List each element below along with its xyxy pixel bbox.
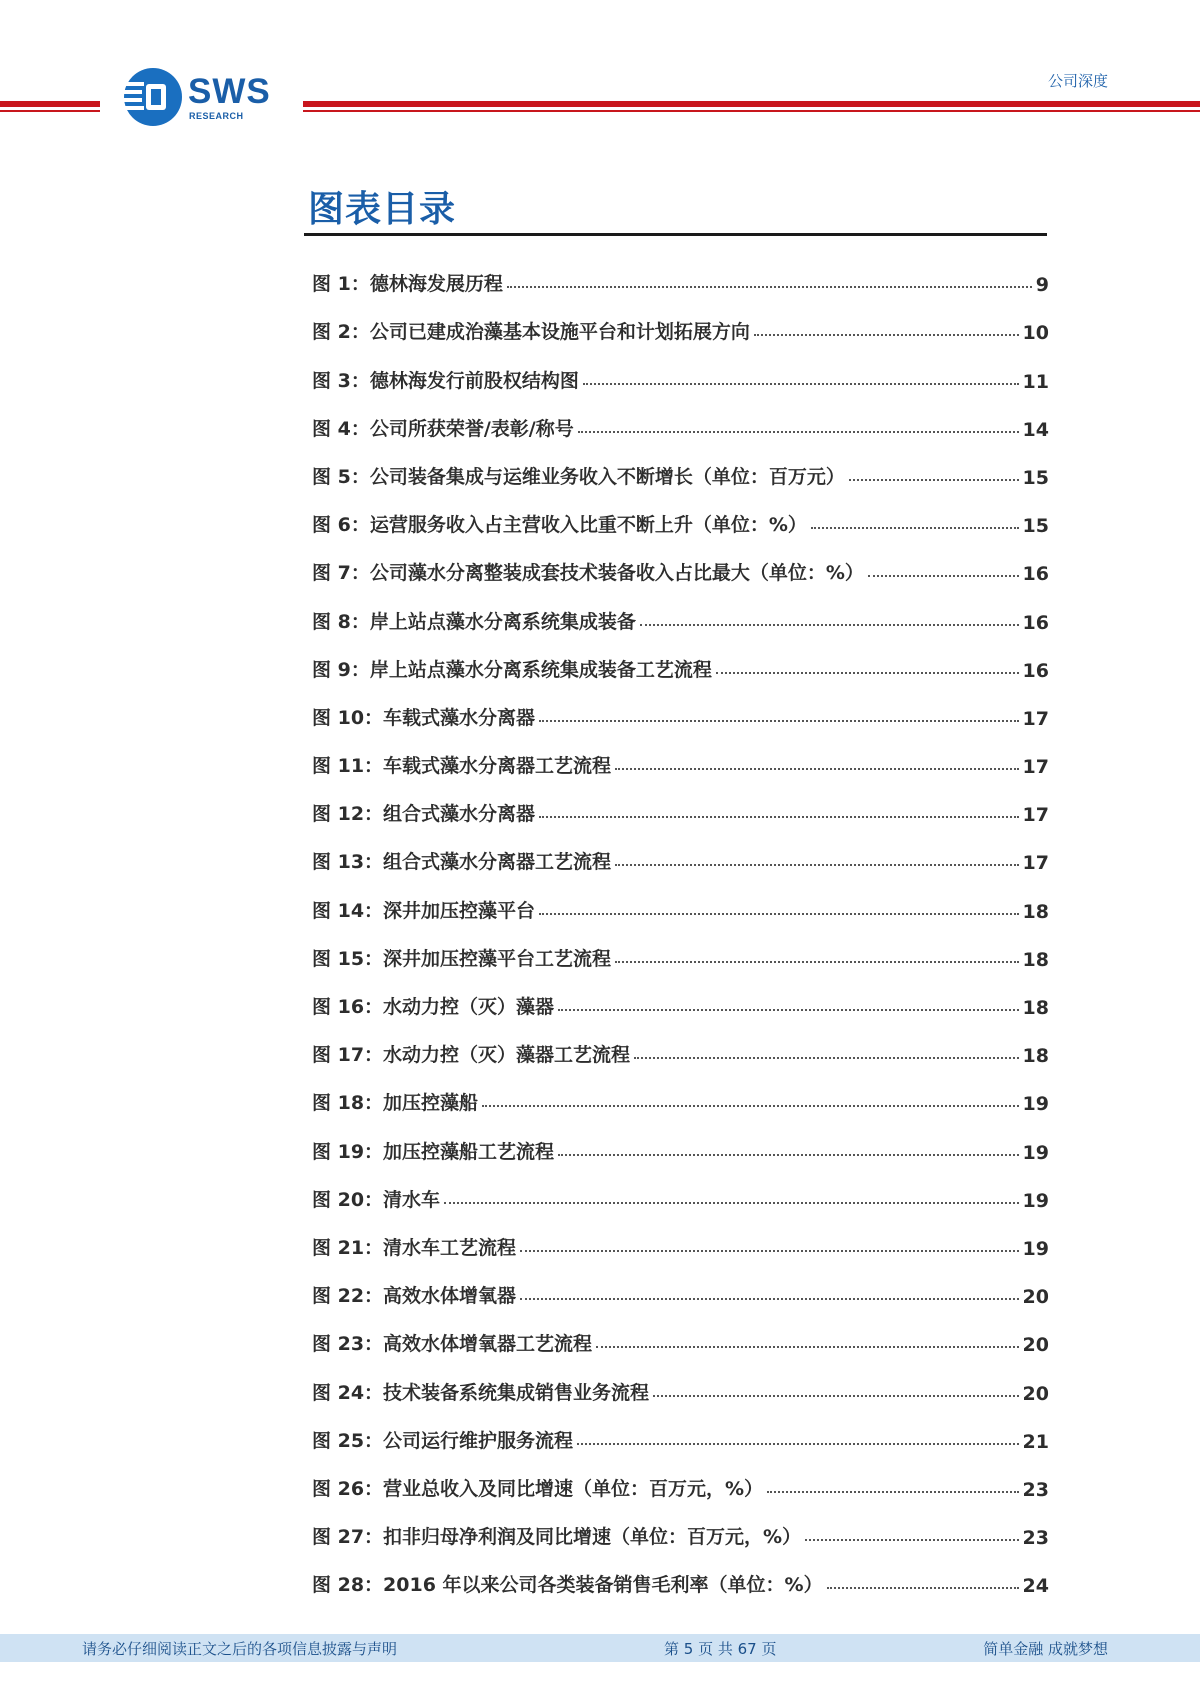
toc-leader-dots — [615, 864, 1018, 866]
toc-entry[interactable] — [312, 1549, 1049, 1597]
toc-entry-page: 23 — [1022, 1527, 1049, 1550]
toc-entry-label: 图 14：深井加压控藻平台 — [312, 899, 536, 922]
toc-entry-page: 23 — [1022, 1478, 1049, 1501]
toc-leader-dots — [539, 720, 1018, 722]
toc-leader-dots — [827, 1587, 1019, 1589]
page-title: 图表目录 — [308, 189, 457, 230]
toc-leader-dots — [444, 1202, 1018, 1204]
document-type: 公司深度 — [1047, 72, 1108, 90]
toc-entry-label: 图 2：公司已建成治藻基本设施平台和计划拓展方向 — [312, 321, 750, 344]
toc-entry-label: 图 21：清水车工艺流程 — [312, 1236, 517, 1259]
toc-entry-page: 10 — [1022, 322, 1049, 345]
toc-leader-dots — [539, 913, 1018, 915]
toc-entry-page: 17 — [1022, 852, 1049, 875]
toc-entry-label: 图 10：车载式藻水分离器 — [312, 706, 536, 729]
toc-entry-page: 18 — [1022, 1045, 1049, 1068]
toc-leader-dots — [520, 1250, 1018, 1252]
toc-leader-dots — [539, 816, 1018, 818]
toc-entry-page: 18 — [1022, 997, 1049, 1019]
toc-entry-label: 图 19：加压控藻船工艺流程 — [312, 1140, 555, 1163]
toc-entry-label: 图 11：车载式藻水分离器工艺流程 — [312, 755, 612, 778]
logo-text: SWS — [188, 72, 271, 111]
toc-entry-page: 19 — [1022, 1093, 1049, 1116]
toc-entry-label: 图 18：加压控藻船 — [312, 1092, 479, 1115]
toc-entry-page: 19 — [1022, 1141, 1049, 1164]
toc-leader-dots — [716, 672, 1019, 674]
toc-entry[interactable] — [312, 730, 1049, 778]
toc-entry-label: 图 13：组合式藻水分离器工艺流程 — [312, 851, 612, 874]
toc-entry-page: 16 — [1022, 659, 1049, 682]
toc-leader-dots — [558, 1009, 1018, 1011]
toc-entry[interactable] — [312, 1501, 1049, 1549]
toc-entry-page: 16 — [1022, 563, 1049, 586]
toc-entry[interactable] — [312, 296, 1049, 344]
toc-leader-dots — [583, 383, 1019, 385]
toc-leader-dots — [507, 286, 1032, 288]
toc-entry-page: 17 — [1022, 707, 1049, 730]
toc-entry-page: 24 — [1022, 1575, 1049, 1598]
toc-entry-page: 21 — [1022, 1430, 1049, 1453]
toc-entry-label: 图 15：深井加压控藻平台工艺流程 — [312, 947, 612, 970]
toc-entry-page: 18 — [1022, 900, 1049, 923]
toc-entry[interactable] — [312, 248, 1049, 296]
toc-entry[interactable] — [312, 1453, 1049, 1501]
toc-entry[interactable] — [312, 1212, 1049, 1260]
toc-entry[interactable] — [312, 778, 1049, 826]
toc-entry-page: 18 — [1022, 948, 1049, 971]
toc-entry-page: 17 — [1022, 756, 1049, 779]
toc-entry-page: 19 — [1022, 1189, 1049, 1212]
table-of-figures — [312, 248, 1049, 1597]
footer-slogan: 简单金融 成就梦想 — [983, 1640, 1108, 1658]
sws-logo — [122, 66, 282, 132]
toc-entry-label: 图 9：岸上站点藻水分离系统集成装备工艺流程 — [312, 658, 712, 681]
toc-entry-page: 11 — [1022, 370, 1049, 393]
toc-entry-page: 16 — [1022, 611, 1049, 634]
toc-leader-dots — [767, 1491, 1018, 1493]
toc-leader-dots — [811, 527, 1019, 529]
toc-entry-label: 图 24：技术装备系统集成销售业务流程 — [312, 1381, 650, 1404]
toc-entry-label: 图 27：扣非归母净利润及同比增速（单位：百万元，%） — [312, 1526, 802, 1549]
toc-entry-page: 20 — [1022, 1382, 1049, 1405]
toc-entry[interactable] — [312, 537, 1049, 585]
toc-entry[interactable] — [312, 826, 1049, 874]
toc-leader-dots — [868, 575, 1019, 577]
toc-leader-dots — [653, 1395, 1018, 1397]
toc-entry[interactable] — [312, 441, 1049, 489]
toc-leader-dots — [640, 624, 1019, 626]
logo-subtext: RESEARCH — [189, 111, 244, 121]
toc-leader-dots — [615, 768, 1018, 770]
toc-entry-label: 图 20：清水车 — [312, 1188, 441, 1211]
toc-entry[interactable] — [312, 1067, 1049, 1115]
toc-entry-page: 15 — [1022, 466, 1049, 489]
toc-entry-label: 图 6：运营服务收入占主营收入比重不断上升（单位：%） — [312, 514, 807, 537]
toc-leader-dots — [596, 1346, 1018, 1348]
toc-entry-label: 图 17：水动力控（灭）藻器工艺流程 — [312, 1044, 631, 1067]
toc-entry-label: 图 23：高效水体增氧器工艺流程 — [312, 1333, 593, 1356]
toc-entry[interactable] — [312, 1405, 1049, 1453]
toc-entry-page: 14 — [1022, 418, 1049, 441]
toc-entry[interactable] — [312, 1260, 1049, 1308]
toc-entry[interactable] — [312, 585, 1049, 633]
toc-entry-page: 17 — [1022, 804, 1049, 827]
toc-entry-label: 图 12：组合式藻水分离器 — [312, 803, 536, 826]
toc-entry[interactable] — [312, 634, 1049, 682]
toc-entry-label: 图 7：公司藻水分离整装成套技术装备收入占比最大（单位：%） — [312, 562, 864, 585]
toc-leader-dots — [634, 1057, 1018, 1059]
header-rule-right — [303, 101, 1200, 107]
toc-entry-label: 图 1：德林海发展历程 — [312, 273, 503, 296]
sws-globe-icon — [122, 66, 184, 128]
toc-entry[interactable] — [312, 344, 1049, 392]
header-rule-right-thin — [303, 110, 1200, 112]
toc-entry-page: 20 — [1022, 1286, 1049, 1309]
toc-leader-dots — [482, 1105, 1018, 1107]
toc-entry-label: 图 28：2016 年以来公司各类装备销售毛利率（单位：%） — [312, 1574, 823, 1597]
toc-entry-page: 15 — [1022, 515, 1049, 538]
toc-entry[interactable] — [312, 923, 1049, 971]
toc-entry[interactable] — [312, 489, 1049, 537]
toc-entry[interactable] — [312, 1019, 1049, 1067]
toc-leader-dots — [558, 1154, 1018, 1156]
toc-entry-label: 图 5：公司装备集成与运维业务收入不断增长（单位：百万元） — [312, 465, 845, 488]
footer-disclaimer: 请务必仔细阅读正文之后的各项信息披露与声明 — [82, 1640, 398, 1658]
toc-entry[interactable] — [312, 874, 1049, 922]
toc-entry-label: 图 16：水动力控（灭）藻器 — [312, 996, 555, 1018]
page-footer — [0, 1634, 1200, 1662]
toc-leader-dots — [578, 431, 1019, 433]
toc-leader-dots — [520, 1298, 1018, 1300]
toc-entry-label: 图 26：营业总收入及同比增速（单位：百万元，%） — [312, 1477, 764, 1500]
toc-entry-page: 19 — [1022, 1237, 1049, 1260]
toc-entry[interactable] — [312, 1164, 1049, 1212]
toc-entry-label: 图 25：公司运行维护服务流程 — [312, 1429, 574, 1452]
toc-entry[interactable] — [312, 682, 1049, 730]
toc-entry[interactable] — [312, 1356, 1049, 1404]
toc-entry-label: 图 3：德林海发行前股权结构图 — [312, 369, 579, 392]
title-divider — [304, 233, 1047, 236]
toc-entry-label: 图 22：高效水体增氧器 — [312, 1285, 517, 1308]
toc-leader-dots — [805, 1539, 1018, 1541]
toc-leader-dots — [615, 961, 1018, 963]
toc-entry[interactable] — [312, 971, 1049, 1019]
toc-entry-page: 9 — [1035, 274, 1049, 297]
toc-entry[interactable] — [312, 1308, 1049, 1356]
toc-entry-label: 图 8：岸上站点藻水分离系统集成装备 — [312, 610, 636, 633]
header-rule-left-thin — [0, 110, 100, 112]
toc-entry-label: 图 4：公司所获荣誉/表彰/称号 — [312, 417, 574, 440]
header-rule-left — [0, 101, 100, 107]
toc-entry-page: 20 — [1022, 1334, 1049, 1357]
toc-leader-dots — [577, 1443, 1018, 1445]
toc-leader-dots — [849, 479, 1019, 481]
footer-page-info: 第 5 页 共 67 页 — [664, 1640, 777, 1658]
toc-entry[interactable] — [312, 393, 1049, 441]
toc-leader-dots — [754, 334, 1019, 336]
toc-entry[interactable] — [312, 1115, 1049, 1163]
